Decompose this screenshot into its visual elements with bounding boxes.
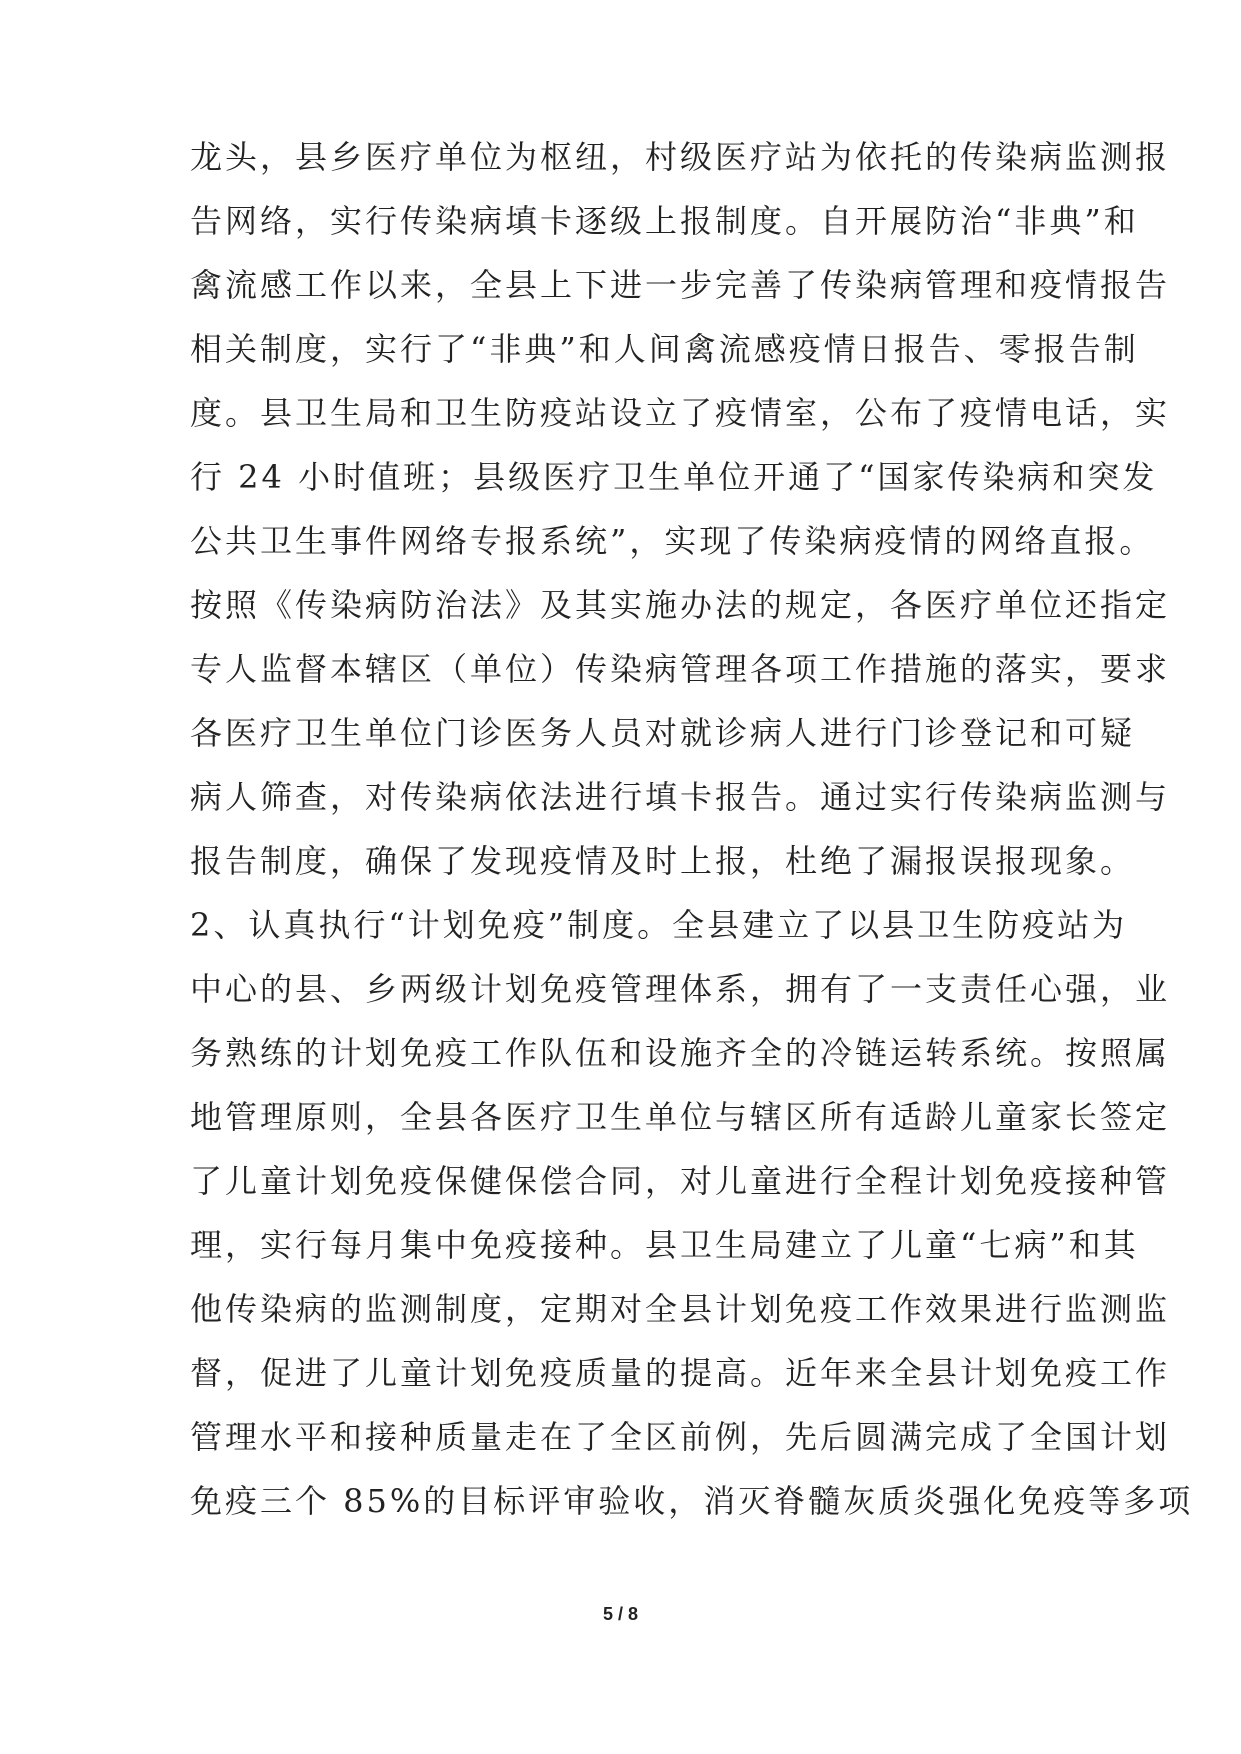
body-line-10: 各医疗卫生单位门诊医务人员对就诊病人进行门诊登记和可疑 — [190, 714, 1136, 752]
body-line-9: 专人监督本辖区（单位）传染病管理各项工作措施的落实，要求 — [190, 650, 1171, 688]
body-line-5: 度。县卫生局和卫生防疫站设立了疫情室，公布了疫情电话，实 — [190, 394, 1171, 432]
body-line-7: 公共卫生事件网络专报系统”，实现了传染病疫情的网络直报。 — [190, 522, 1155, 560]
body-line-13: 2、认真执行“计划免疫”制度。全县建立了以县卫生防疫站为 — [190, 906, 1128, 944]
body-line-8: 按照《传染病防治法》及其实施办法的规定，各医疗单位还指定 — [190, 586, 1171, 624]
body-line-2: 告网络，实行传染病填卡逐级上报制度。自开展防治“非典”和 — [190, 202, 1139, 240]
body-line-11: 病人筛查，对传染病依法进行填卡报告。通过实行传染病监测与 — [190, 778, 1171, 816]
body-line-4: 相关制度，实行了“非典”和人间禽流感疫情日报告、零报告制 — [190, 330, 1139, 368]
body-line-16: 地管理原则，全县各医疗卫生单位与辖区所有适龄儿童家长签定 — [190, 1098, 1171, 1136]
body-line-12: 报告制度，确保了发现疫情及时上报，杜绝了漏报误报现象。 — [190, 842, 1136, 880]
body-line-1: 龙头，县乡医疗单位为枢纽，村级医疗站为依托的传染病监测报 — [190, 138, 1171, 176]
body-line-18: 理，实行每月集中免疫接种。县卫生局建立了儿童“七病”和其 — [190, 1226, 1139, 1264]
body-line-3: 禽流感工作以来，全县上下进一步完善了传染病管理和疫情报告 — [190, 266, 1171, 304]
body-line-14: 中心的县、乡两级计划免疫管理体系，拥有了一支责任心强，业 — [190, 970, 1171, 1008]
body-line-6: 行 24 小时值班；县级医疗卫生单位开通了“国家传染病和突发 — [190, 458, 1158, 496]
page-number: 5 / 8 — [602, 1604, 639, 1624]
document-body — [190, 125, 1194, 1533]
body-line-17: 了儿童计划免疫保健保偿合同，对儿童进行全程计划免疫接种管 — [190, 1162, 1171, 1200]
body-line-19: 他传染病的监测制度，定期对全县计划免疫工作效果进行监测监 — [190, 1290, 1171, 1328]
body-line-22: 免疫三个 85%的目标评审验收，消灭脊髓灰质炎强化免疫等多项 — [190, 1482, 1194, 1520]
body-line-21: 管理水平和接种质量走在了全区前例，先后圆满完成了全国计划 — [190, 1418, 1171, 1456]
body-line-20: 督，促进了儿童计划免疫质量的提高。近年来全县计划免疫工作 — [190, 1354, 1171, 1392]
body-line-15: 务熟练的计划免疫工作队伍和设施齐全的冷链运转系统。按照属 — [190, 1034, 1171, 1072]
